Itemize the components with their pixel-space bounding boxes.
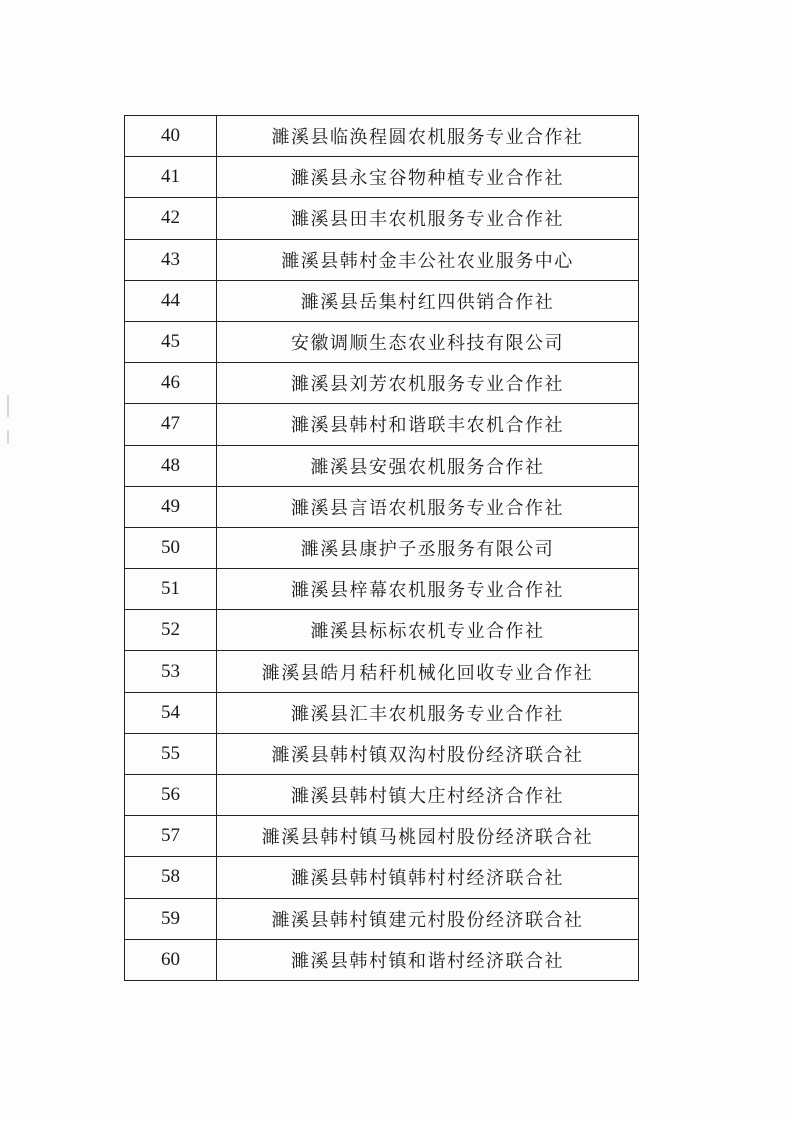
- organization-name: 濉溪县安强农机服务合作社: [217, 445, 639, 486]
- organization-name: 濉溪县标标农机专业合作社: [217, 610, 639, 651]
- row-number: 51: [125, 569, 217, 610]
- table-row: [125, 445, 639, 486]
- organization-name: 濉溪县岳集村红四供销合作社: [217, 280, 639, 321]
- table-row: [125, 198, 639, 239]
- row-number: 41: [125, 157, 217, 198]
- row-number: 59: [125, 898, 217, 939]
- organization-name: 濉溪县韩村镇双沟村股份经济联合社: [217, 733, 639, 774]
- organization-name: 濉溪县皓月秸秆机械化回收专业合作社: [217, 651, 639, 692]
- table-row: [125, 651, 639, 692]
- organization-name: 濉溪县韩村镇马桃园村股份经济联合社: [217, 816, 639, 857]
- table-row: [125, 280, 639, 321]
- table-row: [125, 939, 639, 980]
- organization-name: 濉溪县韩村镇建元村股份经济联合社: [217, 898, 639, 939]
- table-row: [125, 363, 639, 404]
- row-number: 56: [125, 775, 217, 816]
- row-number: 42: [125, 198, 217, 239]
- row-number: 46: [125, 363, 217, 404]
- table-row: [125, 321, 639, 362]
- row-number: 49: [125, 486, 217, 527]
- scan-edge-mark: [7, 395, 9, 417]
- row-number: 57: [125, 816, 217, 857]
- table-row: [125, 569, 639, 610]
- organization-name: 濉溪县田丰农机服务专业合作社: [217, 198, 639, 239]
- organization-name: 濉溪县刘芳农机服务专业合作社: [217, 363, 639, 404]
- row-number: 53: [125, 651, 217, 692]
- organization-name: 濉溪县康护子丞服务有限公司: [217, 527, 639, 568]
- table-row: [125, 239, 639, 280]
- row-number: 40: [125, 116, 217, 157]
- organization-name: 濉溪县韩村镇和谐村经济联合社: [217, 939, 639, 980]
- organization-name: 濉溪县汇丰农机服务专业合作社: [217, 692, 639, 733]
- roster-body: [125, 116, 639, 981]
- table-row: [125, 527, 639, 568]
- organization-name: 濉溪县永宝谷物种植专业合作社: [217, 157, 639, 198]
- table-row: [125, 610, 639, 651]
- table-row: [125, 898, 639, 939]
- table-row: [125, 857, 639, 898]
- table-row: [125, 404, 639, 445]
- row-number: 50: [125, 527, 217, 568]
- table-row: [125, 486, 639, 527]
- row-number: 43: [125, 239, 217, 280]
- table-row: [125, 157, 639, 198]
- table-row: [125, 775, 639, 816]
- organization-name: 濉溪县言语农机服务专业合作社: [217, 486, 639, 527]
- row-number: 60: [125, 939, 217, 980]
- scan-edge-mark: [7, 430, 9, 444]
- row-number: 44: [125, 280, 217, 321]
- row-number: 52: [125, 610, 217, 651]
- row-number: 47: [125, 404, 217, 445]
- organization-name: 濉溪县韩村镇韩村村经济联合社: [217, 857, 639, 898]
- organization-name: 濉溪县梓幕农机服务专业合作社: [217, 569, 639, 610]
- table-row: [125, 733, 639, 774]
- table-row: [125, 116, 639, 157]
- organization-name: 濉溪县韩村和谐联丰农机合作社: [217, 404, 639, 445]
- organization-name: 濉溪县韩村镇大庄村经济合作社: [217, 775, 639, 816]
- organization-name: 安徽调顺生态农业科技有限公司: [217, 321, 639, 362]
- row-number: 45: [125, 321, 217, 362]
- table-row: [125, 692, 639, 733]
- row-number: 55: [125, 733, 217, 774]
- organization-name: 濉溪县韩村金丰公社农业服务中心: [217, 239, 639, 280]
- cooperative-roster-table: [124, 115, 639, 981]
- row-number: 48: [125, 445, 217, 486]
- row-number: 54: [125, 692, 217, 733]
- table-row: [125, 816, 639, 857]
- row-number: 58: [125, 857, 217, 898]
- organization-name: 濉溪县临涣程圆农机服务专业合作社: [217, 116, 639, 157]
